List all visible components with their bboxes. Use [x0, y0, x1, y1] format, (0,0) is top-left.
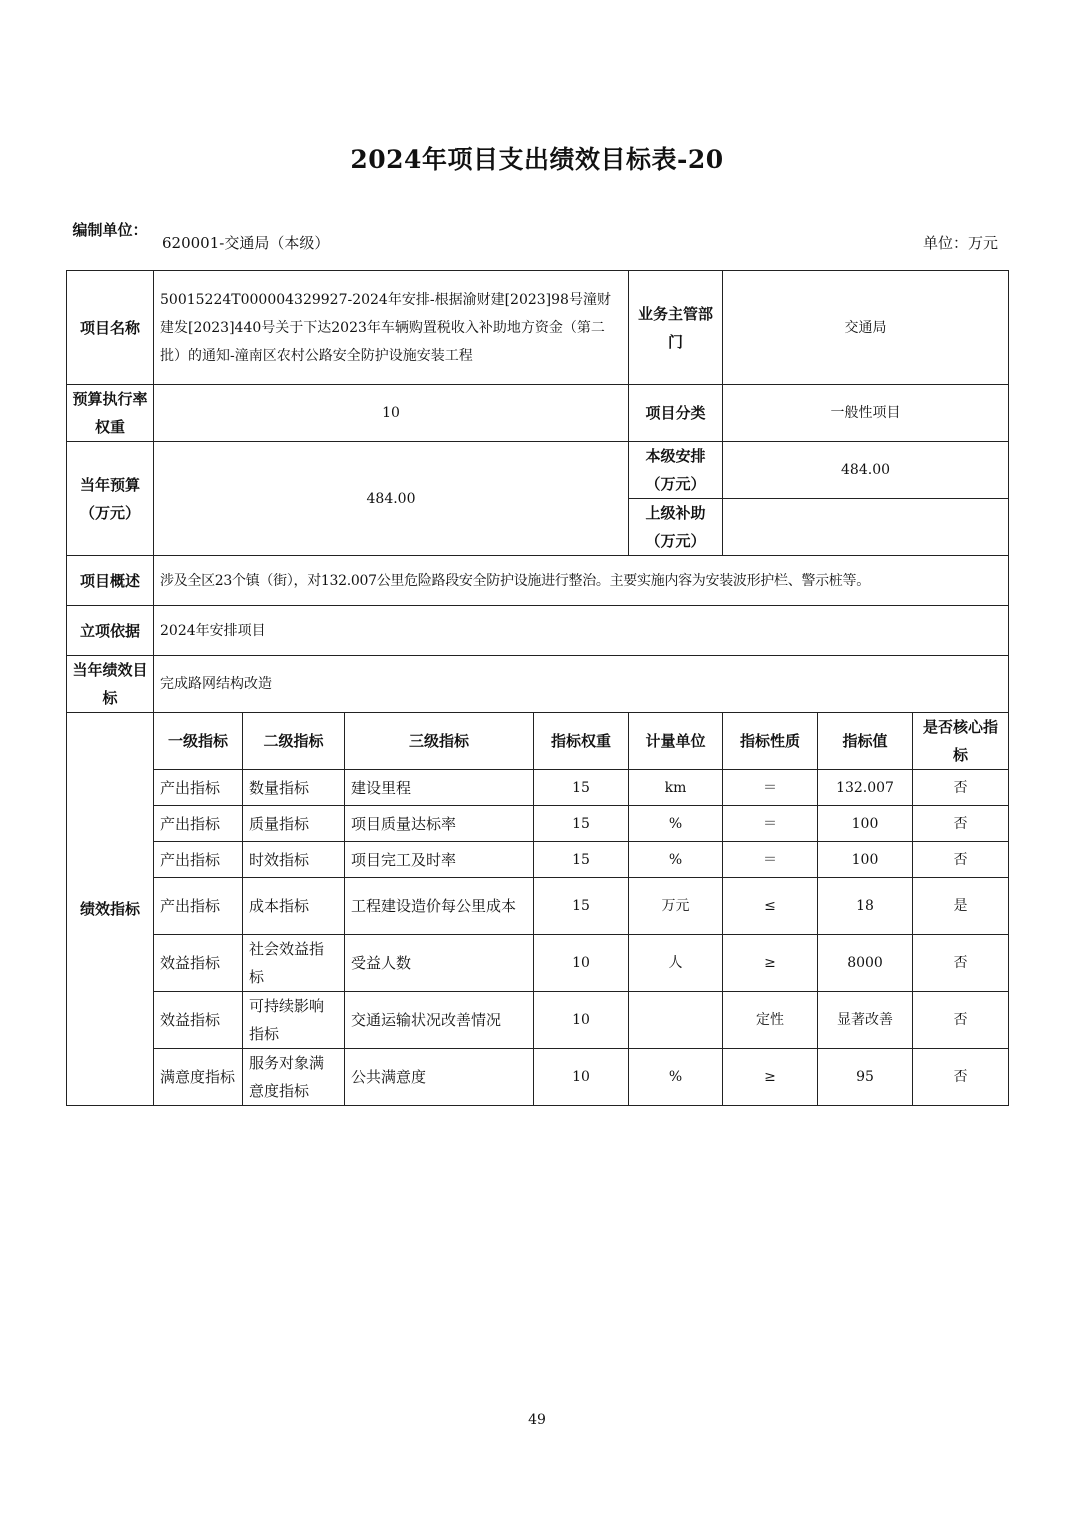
goal-label: 当年绩效目标	[67, 656, 154, 713]
level2-cell: 可持续影响指标	[243, 992, 345, 1049]
column-header: 指标权重	[534, 713, 629, 770]
table-row	[67, 806, 1009, 842]
local-label: 本级安排（万元）	[629, 442, 723, 499]
weight-cell: 10	[534, 935, 629, 992]
nature-cell: ＝	[723, 770, 818, 806]
weight-cell: 15	[534, 878, 629, 935]
column-header: 二级指标	[243, 713, 345, 770]
core-cell: 否	[913, 992, 1009, 1049]
unit-cell	[629, 992, 723, 1049]
table-row	[67, 878, 1009, 935]
level1-cell: 效益指标	[154, 935, 243, 992]
overview-label: 项目概述	[67, 556, 154, 606]
performance-table	[66, 270, 1009, 1106]
indicator-section-label: 绩效指标	[67, 713, 154, 1106]
weight-cell: 15	[534, 806, 629, 842]
dept-label: 业务主管部门	[629, 271, 723, 385]
core-cell: 是	[913, 878, 1009, 935]
level2-cell: 数量指标	[243, 770, 345, 806]
core-cell: 否	[913, 770, 1009, 806]
budget-row	[67, 442, 1009, 499]
weight-cell: 10	[534, 1049, 629, 1106]
nature-cell: ＝	[723, 842, 818, 878]
level3-cell: 公共满意度	[345, 1049, 534, 1106]
core-cell: 否	[913, 806, 1009, 842]
unit-value: 620001-交通局（本级）	[162, 234, 330, 252]
level2-cell: 时效指标	[243, 842, 345, 878]
weight-cell: 15	[534, 770, 629, 806]
unit-row	[66, 216, 1006, 270]
level1-cell: 产出指标	[154, 770, 243, 806]
value-cell: 100	[818, 806, 913, 842]
exec-weight-value: 10	[154, 385, 629, 442]
level1-cell: 产出指标	[154, 842, 243, 878]
value-cell: 132.007	[818, 770, 913, 806]
core-cell: 否	[913, 842, 1009, 878]
table-row	[67, 842, 1009, 878]
table-row	[67, 770, 1009, 806]
value-cell: 18	[818, 878, 913, 935]
table-row	[67, 992, 1009, 1049]
page-number: 49	[528, 1412, 546, 1428]
exec-weight-row	[67, 385, 1009, 442]
budget-label: 当年预算（万元）	[67, 442, 154, 556]
indicator-header-row	[67, 713, 1009, 770]
unit-cell: 万元	[629, 878, 723, 935]
level3-cell: 建设里程	[345, 770, 534, 806]
level3-cell: 项目质量达标率	[345, 806, 534, 842]
money-unit: 单位：万元	[922, 234, 998, 252]
column-header: 是否核心指标	[913, 713, 1009, 770]
category-label: 项目分类	[629, 385, 723, 442]
unit-cell: 人	[629, 935, 723, 992]
nature-cell: 定性	[723, 992, 818, 1049]
core-cell: 否	[913, 935, 1009, 992]
superior-value	[723, 499, 1009, 556]
overview-value: 涉及全区23个镇（街），对132.007公里危险路段安全防护设施进行整治。主要实施内容为安装波形护栏、警示桩等。	[154, 556, 1009, 606]
level3-cell: 受益人数	[345, 935, 534, 992]
unit-cell: %	[629, 806, 723, 842]
local-value: 484.00	[723, 442, 1009, 499]
level1-cell: 产出指标	[154, 878, 243, 935]
overview-row	[67, 556, 1009, 606]
core-cell: 否	[913, 1049, 1009, 1106]
dept-value: 交通局	[723, 271, 1009, 385]
nature-cell: ≥	[723, 1049, 818, 1106]
basis-row	[67, 606, 1009, 656]
project-name-label: 项目名称	[67, 271, 154, 385]
basis-value: 2024年安排项目	[154, 606, 1009, 656]
level3-cell: 工程建设造价每公里成本	[345, 878, 534, 935]
goal-value: 完成路网结构改造	[154, 656, 1009, 713]
level1-cell: 产出指标	[154, 806, 243, 842]
page-title: 2024年项目支出绩效目标表-20	[350, 145, 724, 174]
category-value: 一般性项目	[723, 385, 1009, 442]
project-name-row	[67, 271, 1009, 385]
nature-cell: ＝	[723, 806, 818, 842]
budget-value: 484.00	[154, 442, 629, 556]
level2-cell: 成本指标	[243, 878, 345, 935]
level2-cell: 服务对象满意度指标	[243, 1049, 345, 1106]
superior-label: 上级补助（万元）	[629, 499, 723, 556]
unit-cell: km	[629, 770, 723, 806]
unit-cell: %	[629, 1049, 723, 1106]
nature-cell: ≤	[723, 878, 818, 935]
project-name-value: 50015224T000004329927-2024年安排-根据渝财建[2023]98号潼财建发[2023]440号关于下达2023年车辆购置税收入补助地方资金（第二批）的通知-潼南区农村公路安全防护设施安装工程	[154, 271, 629, 385]
table-row	[67, 935, 1009, 992]
level1-cell: 满意度指标	[154, 1049, 243, 1106]
weight-cell: 15	[534, 842, 629, 878]
level3-cell: 交通运输状况改善情况	[345, 992, 534, 1049]
level2-cell: 社会效益指标	[243, 935, 345, 992]
column-header: 计量单位	[629, 713, 723, 770]
column-header: 一级指标	[154, 713, 243, 770]
goal-row	[67, 656, 1009, 713]
value-cell: 显著改善	[818, 992, 913, 1049]
column-header: 指标值	[818, 713, 913, 770]
exec-weight-label: 预算执行率权重	[67, 385, 154, 442]
table-row	[67, 1049, 1009, 1106]
column-header: 三级指标	[345, 713, 534, 770]
value-cell: 8000	[818, 935, 913, 992]
level1-cell: 效益指标	[154, 992, 243, 1049]
basis-label: 立项依据	[67, 606, 154, 656]
value-cell: 95	[818, 1049, 913, 1106]
value-cell: 100	[818, 842, 913, 878]
weight-cell: 10	[534, 992, 629, 1049]
unit-label: 编制单位：	[72, 221, 148, 239]
level2-cell: 质量指标	[243, 806, 345, 842]
level3-cell: 项目完工及时率	[345, 842, 534, 878]
nature-cell: ≥	[723, 935, 818, 992]
unit-cell: %	[629, 842, 723, 878]
column-header: 指标性质	[723, 713, 818, 770]
